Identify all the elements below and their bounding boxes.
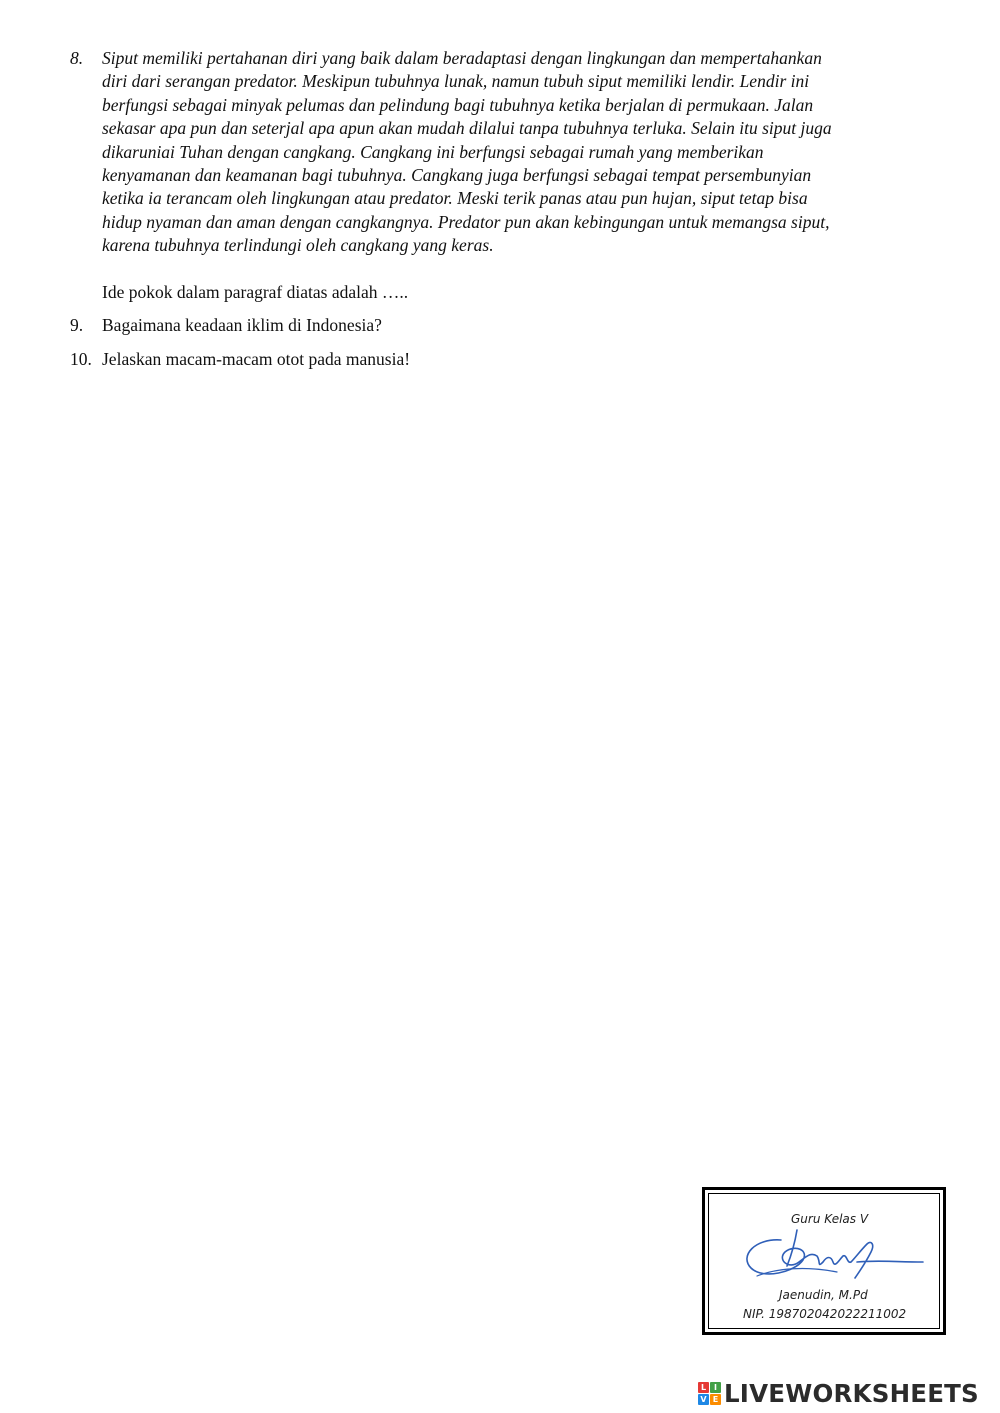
paragraph-line: dikaruniai Tuhan dengan cangkang. Cangkang ini berfungsi sebagai rumah yang memberikan xyxy=(102,141,764,162)
paragraph-line: sekasar apa pun dan seterjal apa apun akan mudah dilalui tanpa tubuhnya terluka. Selain itu siput juga xyxy=(102,118,832,139)
paragraph-line: berfungsi sebagai minyak pelumas dan pelindung bagi tubuhnya ketika berjalan di permukaan. Jalan xyxy=(102,94,814,115)
logo-letter: I xyxy=(710,1382,721,1393)
question-8-prompt: Ide pokok dalam paragraf diatas adalah ….. xyxy=(102,282,409,302)
question-number: 8. xyxy=(70,48,84,68)
paragraph-line: karena tubuhnya terlindungi oleh cangkang yang keras. xyxy=(102,235,494,256)
signature-title: Guru Kelas V xyxy=(791,1212,869,1226)
liveworksheets-logo xyxy=(698,1378,979,1408)
question-number: 10. xyxy=(70,349,92,369)
logo-letter: L xyxy=(698,1382,709,1393)
paragraph-line: Siput memiliki pertahanan diri yang baik dalam beradaptasi dengan lingkungan dan mempertahankan xyxy=(102,48,822,68)
signature-nip: NIP. 198702042022211002 xyxy=(743,1307,907,1321)
question-paragraph xyxy=(102,47,962,258)
paragraph-line: hidup nyaman dan aman dengan cangkangnya. Predator pun akan kebingungan untuk memangsa siput, xyxy=(102,211,830,232)
paragraph-line: diri dari serangan predator. Meskipun tubuhnya lunak, namun tubuh siput memiliki lendir. Lendir ini xyxy=(102,71,810,92)
signature-name: Jaenudin, M.Pd xyxy=(779,1288,868,1302)
signature-stamp xyxy=(702,1187,946,1335)
paragraph-line: kenyamanan dan keamanan bagi tubuhnya. Cangkang juga berfungsi sebagai tempat persembunyian xyxy=(102,165,812,186)
question-text: Jelaskan macam-macam otot pada manusia! xyxy=(102,349,411,369)
question-text: Bagaimana keadaan iklim di Indonesia? xyxy=(102,315,382,335)
question-number: 9. xyxy=(70,315,84,335)
logo-letter: E xyxy=(710,1394,721,1405)
logo-mark-icon xyxy=(698,1382,721,1405)
handwritten-signature xyxy=(737,1222,927,1290)
signature-inner-border xyxy=(708,1193,940,1329)
logo-letter: V xyxy=(698,1394,709,1405)
paragraph-line: ketika ia terancam oleh lingkungan atau predator. Meski terik panas atau pun hujan, siput tetap bisa xyxy=(102,188,808,209)
logo-text: LIVEWORKSHEETS xyxy=(724,1378,979,1408)
